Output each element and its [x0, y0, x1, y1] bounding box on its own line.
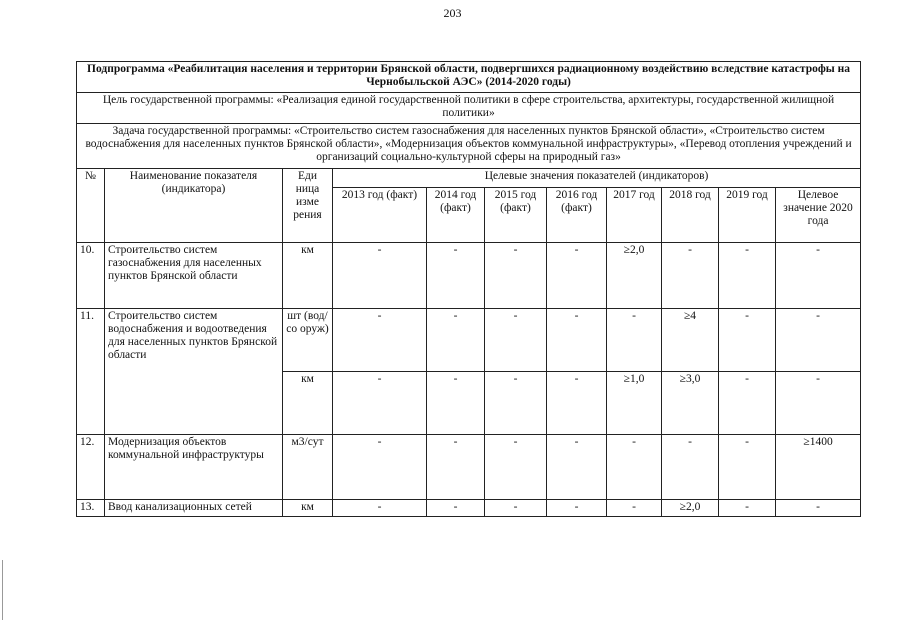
value-cell: - — [607, 435, 662, 500]
value-cell: - — [485, 309, 547, 372]
value-cell: - — [427, 500, 485, 517]
value-cell: ≥1,0 — [607, 372, 662, 435]
unit-cell: м3/сут — [283, 435, 333, 500]
table-row — [77, 435, 861, 500]
header-year: 2016 год (факт) — [547, 188, 607, 243]
unit-cell: км — [283, 243, 333, 309]
value-cell: ≥2,0 — [662, 500, 719, 517]
table-row — [77, 500, 861, 517]
value-cell: - — [662, 435, 719, 500]
row-number: 13. — [77, 500, 105, 517]
value-cell: - — [485, 372, 547, 435]
value-cell: - — [485, 500, 547, 517]
header-num: № — [77, 169, 105, 243]
value-cell: - — [333, 500, 427, 517]
value-cell: - — [719, 309, 776, 372]
header-year: 2017 год — [607, 188, 662, 243]
program-goal: Цель государственной программы: «Реализация единой государственной политики в сфере строительства, архитектуры, государственной жилищной политики» — [77, 93, 861, 124]
value-cell: - — [719, 500, 776, 517]
value-cell: - — [547, 243, 607, 309]
unit-cell: км — [283, 372, 333, 435]
header-year: 2013 год (факт) — [333, 188, 427, 243]
value-cell: - — [333, 243, 427, 309]
header-year: Целевое значение 2020 года — [776, 188, 861, 243]
subprogram-title: Подпрограмма «Реабилитация населения и территории Брянской области, подвергшихся радиационному воздействию вследствие катастрофы на Чернобыльской АЭС» (2014-2020 годы) — [77, 62, 861, 93]
program-task: Задача государственной программы: «Строительство систем газоснабжения для населенных пунктов Брянской области», «Строительство систем водоснабжения для населенных пунктов Брянской области», «Модернизация объектов коммунальной инфраструктуры», «Перевод отопления учреждений и организаций социально-культурной сферы на природный газ» — [77, 124, 861, 169]
value-cell: ≥1400 — [776, 435, 861, 500]
unit-cell: шт (вод/со оруж) — [283, 309, 333, 372]
value-cell: - — [547, 309, 607, 372]
row-number: 11. — [77, 309, 105, 435]
indicator-name: Ввод канализационных сетей — [105, 500, 283, 517]
value-cell: - — [427, 435, 485, 500]
value-cell: - — [485, 435, 547, 500]
indicator-name: Модернизация объектов коммунальной инфраструктуры — [105, 435, 283, 500]
value-cell: - — [776, 372, 861, 435]
value-cell: - — [719, 435, 776, 500]
value-cell: - — [427, 309, 485, 372]
value-cell: - — [333, 309, 427, 372]
unit-cell: км — [283, 500, 333, 517]
value-cell: - — [776, 500, 861, 517]
header-year: 2015 год (факт) — [485, 188, 547, 243]
header-year: 2019 год — [719, 188, 776, 243]
header-name: Наименование показателя (индикатора) — [105, 169, 283, 243]
value-cell: - — [719, 243, 776, 309]
value-cell: - — [662, 243, 719, 309]
value-cell: - — [607, 309, 662, 372]
table-row — [77, 309, 861, 372]
value-cell: - — [427, 243, 485, 309]
value-cell: - — [333, 435, 427, 500]
row-number: 12. — [77, 435, 105, 500]
indicator-name: Строительство систем газоснабжения для населенных пунктов Брянской области — [105, 243, 283, 309]
header-year: 2018 год — [662, 188, 719, 243]
header-unit: Еди ница изме рения — [283, 169, 333, 243]
header-year: 2014 год (факт) — [427, 188, 485, 243]
row-number: 10. — [77, 243, 105, 309]
scan-edge-line — [2, 560, 3, 620]
indicator-name: Строительство систем водоснабжения и водоотведения для населенных пунктов Брянской области — [105, 309, 283, 435]
value-cell: ≥2,0 — [607, 243, 662, 309]
value-cell: - — [547, 500, 607, 517]
value-cell: - — [607, 500, 662, 517]
value-cell: - — [719, 372, 776, 435]
value-cell: - — [547, 372, 607, 435]
table-row — [77, 243, 861, 309]
indicators-table — [76, 61, 861, 517]
value-cell: - — [776, 309, 861, 372]
header-targets: Целевые значения показателей (индикаторов) — [333, 169, 861, 188]
value-cell: - — [485, 243, 547, 309]
value-cell: - — [333, 372, 427, 435]
value-cell: ≥4 — [662, 309, 719, 372]
page-number: 203 — [443, 6, 462, 20]
value-cell: - — [547, 435, 607, 500]
value-cell: - — [776, 243, 861, 309]
value-cell: - — [427, 372, 485, 435]
value-cell: ≥3,0 — [662, 372, 719, 435]
